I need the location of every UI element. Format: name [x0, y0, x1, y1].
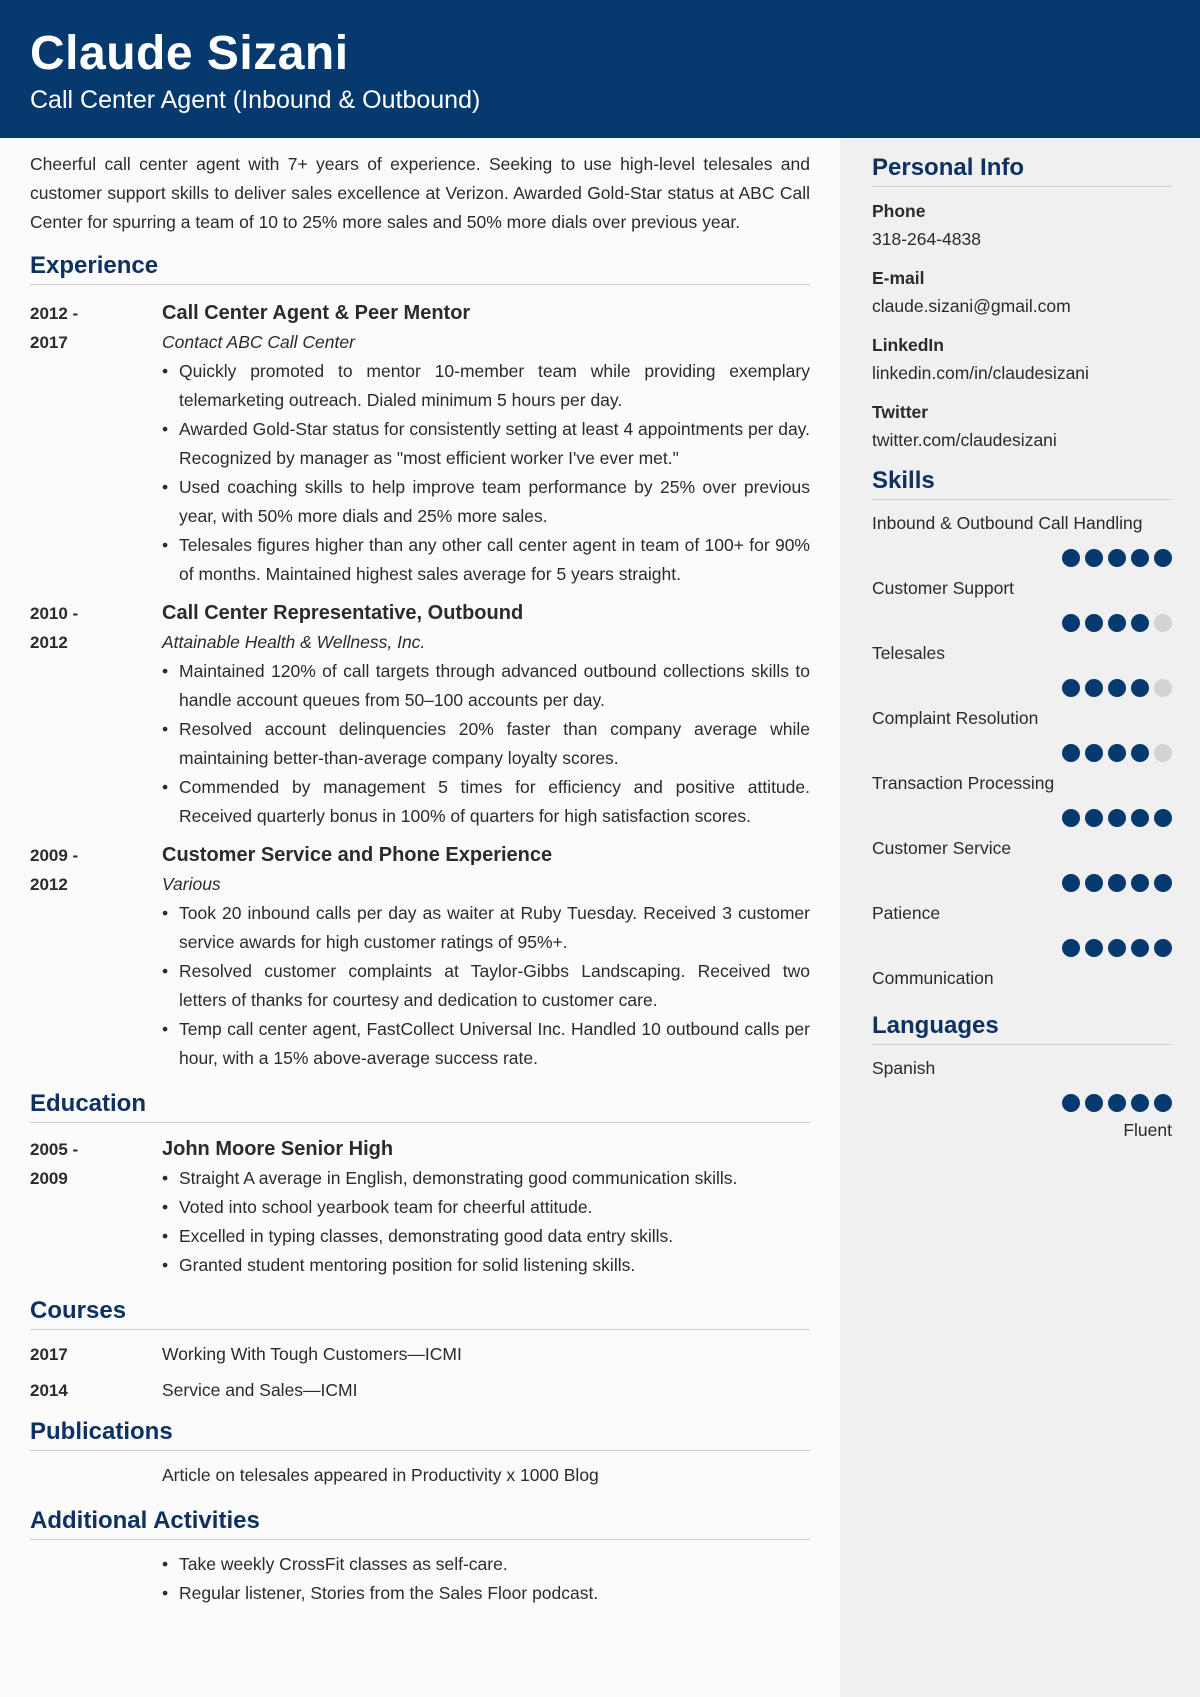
job-date-start: 2012 -: [30, 304, 79, 323]
linkedin-value: linkedin.com/in/claudesizani: [872, 363, 1089, 383]
rating-dot-icon: [1085, 744, 1103, 762]
rating-dot-icon: [1085, 809, 1103, 827]
job-bullet: • Resolved account delinquencies 20% faster than company average while maintaining better-than-average company loyalty scores.: [162, 719, 810, 768]
job-title: Call Center Representative, Outbound: [162, 602, 524, 624]
activity-bullet: • Regular listener, Stories from the Sales Floor podcast.: [162, 1583, 599, 1603]
skill-item: [872, 836, 1172, 901]
education-heading: Education: [30, 1089, 810, 1123]
candidate-name: Claude Sizani: [30, 27, 349, 80]
education-entry: [30, 1135, 810, 1280]
skill-rating: [872, 744, 1172, 762]
rating-dot-icon: [1131, 1094, 1149, 1112]
course-name: Service and Sales—ICMI: [162, 1380, 358, 1400]
skill-item: [872, 511, 1172, 576]
job-dates: [30, 841, 162, 1073]
rating-dot-icon: [1085, 874, 1103, 892]
email-value: claude.sizani@gmail.com: [872, 296, 1071, 316]
skill-item: [872, 771, 1172, 836]
phone-value: 318-264-4838: [872, 229, 981, 249]
job-entry: [30, 599, 810, 831]
rating-dot-icon: [1062, 679, 1080, 697]
rating-dot-icon: [1062, 874, 1080, 892]
email-label: E-mail: [872, 268, 925, 288]
rating-dot-icon: [1131, 614, 1149, 632]
rating-dot-icon: [1154, 679, 1172, 697]
job-bullet: • Temp call center agent, FastCollect Universal Inc. Handled 10 outbound calls per hour, with a 15% above-average success rate.: [162, 1019, 810, 1068]
education-dates: [30, 1135, 162, 1280]
rating-dot-icon: [1085, 1094, 1103, 1112]
activities-entry: [30, 1550, 810, 1608]
rating-dot-icon: [1131, 679, 1149, 697]
skill-item: [872, 966, 1172, 1006]
rating-dot-icon: [1062, 614, 1080, 632]
activities-heading: Additional Activities: [30, 1506, 810, 1540]
education-bullet: • Voted into school yearbook team for cheerful attitude.: [162, 1197, 593, 1217]
summary-text: Cheerful call center agent with 7+ years of experience. Seeking to use high-level telesales and customer support skills to deliver sales excellence at Verizon. Awarded Gold-Star status at ABC Call Center for spurring a team of 10 to 25% more sales and 50% more dials over previous year.: [30, 154, 810, 232]
education-bullet: • Granted student mentoring position for solid listening skills.: [162, 1255, 636, 1275]
rating-dot-icon: [1131, 874, 1149, 892]
job-bullet: • Commended by management 5 times for efficiency and positive attitude. Received quarterly bonus in 100% of quarters for high satisfaction scores.: [162, 777, 810, 826]
rating-dot-icon: [1154, 549, 1172, 567]
rating-dot-icon: [1108, 874, 1126, 892]
rating-dot-icon: [1154, 874, 1172, 892]
school-name: John Moore Senior High: [162, 1138, 394, 1160]
job-dates: [30, 599, 162, 831]
courses-heading: Courses: [30, 1296, 810, 1330]
job-bullet: • Used coaching skills to help improve team performance by 25% over previous year, with 50% more dials and 25% more sales.: [162, 477, 810, 526]
job-bullet: • Awarded Gold-Star status for consistently setting at least 4 appointments per day. Recognized by manager as "most efficient worker I've ever met.": [162, 419, 810, 468]
rating-dot-icon: [1131, 744, 1149, 762]
skill-name: Customer Service: [872, 838, 1012, 858]
skill-name: Telesales: [872, 643, 945, 663]
job-title: Call Center Agent & Peer Mentor: [162, 302, 471, 324]
rating-dot-icon: [1108, 549, 1126, 567]
rating-dot-icon: [1154, 939, 1172, 957]
course-name: Working With Tough Customers—ICMI: [162, 1344, 462, 1364]
languages-heading: Languages: [872, 1011, 1172, 1045]
job-bullet: • Quickly promoted to mentor 10-member team while providing exemplary telemarketing outreach. Dialed minimum 5 hours per day.: [162, 361, 810, 410]
course-item: [30, 1340, 810, 1369]
rating-dot-icon: [1108, 679, 1126, 697]
course-item: [30, 1376, 810, 1405]
activities-bullets: [162, 1550, 810, 1608]
rating-dot-icon: [1085, 939, 1103, 957]
skill-item: [872, 641, 1172, 706]
rating-dot-icon: [1154, 1094, 1172, 1112]
language-rating: [872, 1094, 1172, 1112]
rating-dot-icon: [1131, 939, 1149, 957]
skill-rating: [872, 679, 1172, 697]
rating-dot-icon: [1108, 1094, 1126, 1112]
twitter-value: twitter.com/claudesizani: [872, 430, 1057, 450]
job-dates: [30, 299, 162, 589]
job-bullet: • Maintained 120% of call targets through advanced outbound collections skills to handle account queues from 50–100 accounts per day.: [162, 661, 810, 710]
phone-label: Phone: [872, 201, 926, 221]
rating-dot-icon: [1085, 549, 1103, 567]
job-entry: [30, 841, 810, 1073]
resume-header: [0, 0, 1200, 138]
job-organization: Attainable Health & Wellness, Inc.: [162, 632, 426, 652]
twitter-label: Twitter: [872, 402, 929, 422]
job-date-end: 2012: [30, 633, 68, 652]
language-level-label: Fluent: [1123, 1120, 1172, 1140]
education-bullets: [162, 1164, 810, 1280]
skill-rating: [872, 549, 1172, 567]
rating-dot-icon: [1108, 744, 1126, 762]
job-bullet: • Resolved customer complaints at Taylor-Gibbs Landscaping. Received two letters of thanks for courtesy and dedication to customer care.: [162, 961, 810, 1010]
rating-dot-icon: [1085, 679, 1103, 697]
skill-name: Communication: [872, 968, 994, 988]
skill-name: Patience: [872, 903, 941, 923]
job-bullet: • Telesales figures higher than any other call center agent in team of 100+ for 90% of months. Maintained highest sales average for 5 years straight.: [162, 535, 810, 584]
rating-dot-icon: [1108, 614, 1126, 632]
main-column: [30, 150, 810, 1608]
rating-dot-icon: [1154, 744, 1172, 762]
skill-name: Transaction Processing: [872, 773, 1055, 793]
linkedin-label: LinkedIn: [872, 335, 944, 355]
education-bullet: • Excelled in typing classes, demonstrating good data entry skills.: [162, 1226, 674, 1246]
job-entry: [30, 299, 810, 589]
candidate-title: Call Center Agent (Inbound & Outbound): [30, 86, 481, 114]
job-bullets: [162, 657, 810, 831]
skills-heading: Skills: [872, 466, 1172, 500]
activity-bullet: • Take weekly CrossFit classes as self-care.: [162, 1554, 508, 1574]
rating-dot-icon: [1062, 549, 1080, 567]
language-name: Spanish: [872, 1058, 936, 1078]
rating-dot-icon: [1062, 1094, 1080, 1112]
skill-name: Complaint Resolution: [872, 708, 1039, 728]
skill-rating: [872, 809, 1172, 827]
rating-dot-icon: [1131, 809, 1149, 827]
job-bullets: [162, 899, 810, 1073]
skill-item: [872, 706, 1172, 771]
job-organization: Contact ABC Call Center: [162, 332, 355, 352]
skill-rating: [872, 939, 1172, 957]
job-organization: Various: [162, 874, 221, 894]
rating-dot-icon: [1062, 744, 1080, 762]
skill-item: [872, 576, 1172, 641]
education-bullet: • Straight A average in English, demonstrating good communication skills.: [162, 1168, 738, 1188]
job-title: Customer Service and Phone Experience: [162, 844, 553, 866]
job-date-end: 2017: [30, 333, 68, 352]
course-year: 2014: [30, 1381, 68, 1400]
sidebar-column: [872, 153, 1172, 1142]
publication-item: [30, 1461, 810, 1490]
rating-dot-icon: [1085, 614, 1103, 632]
personal-info-heading: Personal Info: [872, 153, 1172, 187]
skill-item: [872, 901, 1172, 966]
skill-rating: [872, 874, 1172, 892]
rating-dot-icon: [1154, 809, 1172, 827]
publication-text: Article on telesales appeared in Productivity x 1000 Blog: [162, 1465, 599, 1485]
job-bullet: • Took 20 inbound calls per day as waiter at Ruby Tuesday. Received 3 customer service awards for high customer ratings of 95%+.: [162, 903, 810, 952]
education-date-start: 2005 -: [30, 1140, 79, 1159]
job-date-end: 2012: [30, 875, 68, 894]
job-date-start: 2009 -: [30, 846, 79, 865]
rating-dot-icon: [1154, 614, 1172, 632]
publications-heading: Publications: [30, 1417, 810, 1451]
rating-dot-icon: [1062, 939, 1080, 957]
job-date-start: 2010 -: [30, 604, 79, 623]
rating-dot-icon: [1131, 549, 1149, 567]
languages-list: [872, 1056, 1172, 1142]
skill-rating: [872, 614, 1172, 632]
skill-name: Inbound & Outbound Call Handling: [872, 513, 1143, 533]
job-bullets: [162, 357, 810, 589]
language-item: [872, 1056, 1172, 1142]
rating-dot-icon: [1108, 809, 1126, 827]
rating-dot-icon: [1062, 809, 1080, 827]
skills-list: [872, 511, 1172, 1006]
course-year: 2017: [30, 1345, 68, 1364]
rating-dot-icon: [1108, 939, 1126, 957]
education-date-end: 2009: [30, 1169, 68, 1188]
skill-name: Customer Support: [872, 578, 1015, 598]
experience-heading: Experience: [30, 251, 810, 285]
